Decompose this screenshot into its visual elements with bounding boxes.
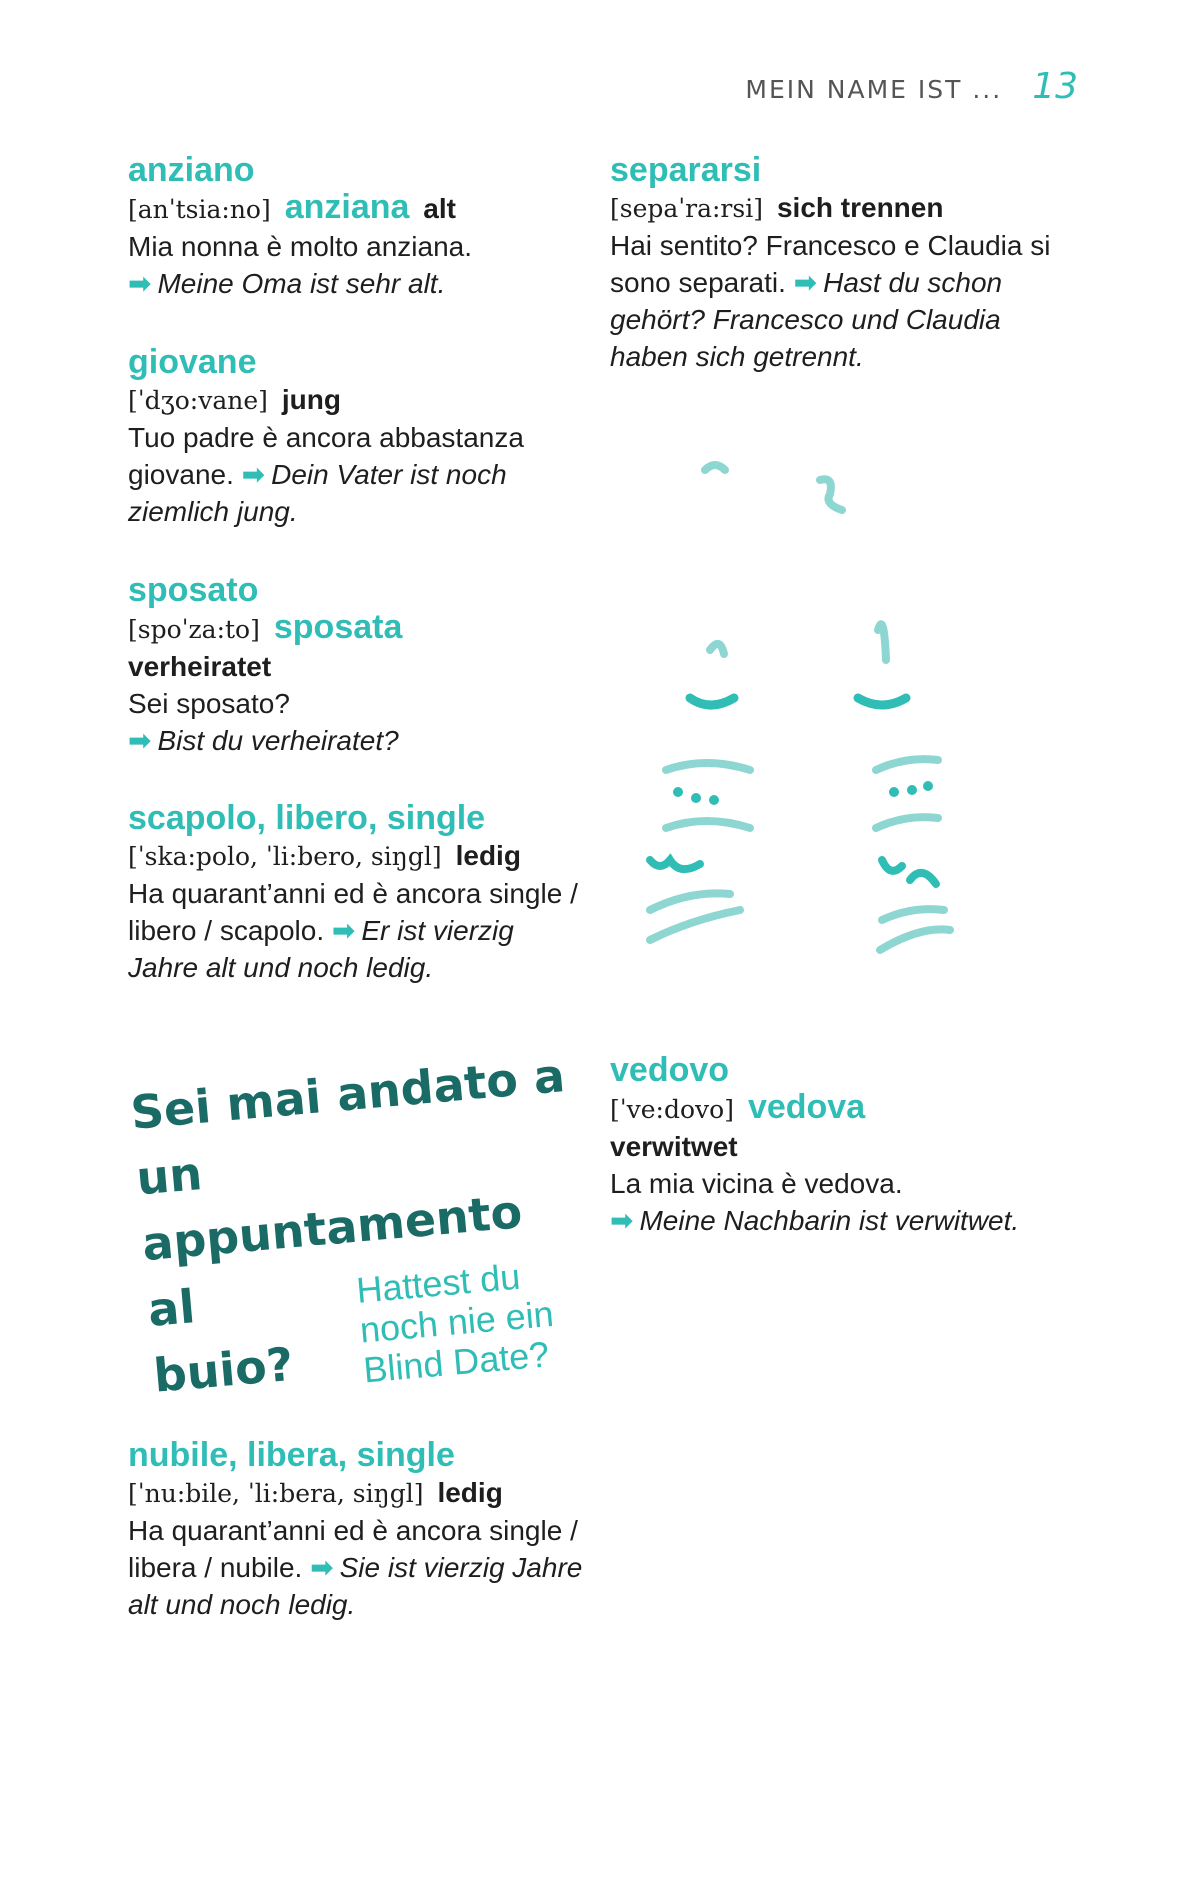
entry-nubile bbox=[128, 1437, 583, 1623]
ipa: [sepaˈra:rsi] bbox=[610, 194, 763, 223]
quote-german: Hattest du noch nie ein Blind Date? bbox=[354, 1255, 556, 1391]
page-header bbox=[745, 66, 1078, 116]
example-italian: Tuo padre è ancora abbastanza giovane. bbox=[128, 422, 524, 490]
pronunciation-line bbox=[610, 1089, 1070, 1128]
ipa: [ˈnu:bile, ˈli:bera, siŋgl] bbox=[128, 1479, 424, 1508]
right-cake-dots bbox=[889, 781, 933, 797]
example-line bbox=[128, 419, 583, 530]
translation: alt bbox=[423, 193, 456, 224]
example-italian: Mia nonna è molto anziana. bbox=[128, 231, 472, 262]
example-german-line bbox=[128, 265, 583, 302]
ipa: [ˈdʒo:vane] bbox=[128, 386, 268, 415]
ipa: [ˈve:dovo] bbox=[610, 1095, 734, 1124]
example-german-line bbox=[128, 722, 583, 759]
ipa: [anˈtsia:no] bbox=[128, 195, 271, 224]
right-cake-figure bbox=[820, 479, 950, 950]
quote-italian-line-1: Sei mai andato a bbox=[128, 1048, 567, 1140]
pronunciation-line bbox=[610, 189, 1070, 227]
example-line bbox=[128, 1512, 583, 1623]
entry-anziano bbox=[128, 152, 583, 302]
arrow-icon: ➡ bbox=[310, 1552, 334, 1583]
arrow-icon: ➡ bbox=[241, 459, 266, 490]
headword: separarsi bbox=[610, 151, 762, 189]
headword: giovane bbox=[128, 343, 257, 381]
quote-italian-line-2: un appuntamento bbox=[134, 1146, 525, 1272]
translation: verwitwet bbox=[610, 1131, 738, 1162]
example-german: Dein Vater ist noch ziemlich jung. bbox=[128, 459, 507, 527]
pronunciation-line bbox=[128, 381, 583, 419]
headword: vedovo bbox=[610, 1051, 730, 1089]
translation: jung bbox=[281, 384, 341, 415]
translation: sich trennen bbox=[776, 192, 944, 223]
entry-vedovo bbox=[610, 1052, 1070, 1239]
arrow-icon: ➡ bbox=[793, 267, 818, 298]
translation: verheiratet bbox=[128, 651, 272, 682]
headword: scapolo, libero, single bbox=[128, 799, 486, 837]
example-line bbox=[610, 227, 1070, 375]
example-german: Sie ist vierzig Jahre alt und noch ledig. bbox=[128, 1552, 583, 1620]
arrow-icon: ➡ bbox=[128, 268, 152, 299]
feminine-form: sposata bbox=[273, 608, 403, 646]
running-head: MEIN NAME IST ... bbox=[745, 75, 1003, 104]
example-german: Er ist vierzig Jahre alt und noch ledig. bbox=[128, 915, 514, 983]
speech-bubble-quote bbox=[128, 1040, 609, 1403]
arrow-icon: ➡ bbox=[610, 1205, 634, 1236]
entry-scapolo bbox=[128, 800, 583, 986]
translation: ledig bbox=[437, 1477, 503, 1508]
pronunciation-line bbox=[128, 1474, 583, 1512]
translation: ledig bbox=[455, 840, 521, 871]
page-number: 13 bbox=[1032, 66, 1078, 107]
entry-sposato bbox=[128, 572, 583, 759]
example-german: Meine Nachbarin ist verwitwet. bbox=[639, 1205, 1020, 1236]
left-cake-dots bbox=[673, 787, 719, 805]
pronunciation-line bbox=[128, 189, 583, 228]
example-line bbox=[128, 875, 583, 986]
entry-separarsi bbox=[610, 152, 1070, 375]
entry-giovane bbox=[128, 344, 583, 530]
example-italian: Sei sposato? bbox=[128, 688, 290, 719]
example-german: Hast du schon gehört? Francesco und Claudia haben sich getrennt. bbox=[610, 267, 1003, 372]
example-italian: Hai sentito? Francesco e Claudia si sono separati. bbox=[610, 230, 1051, 298]
headword: sposato bbox=[128, 571, 259, 609]
example-italian: La mia vicina è vedova. bbox=[610, 1168, 903, 1199]
pronunciation-line bbox=[128, 837, 583, 875]
example-italian: Ha quarant’anni ed è ancora single / libera / nubile. bbox=[128, 1515, 578, 1583]
example-german: Bist du verheiratet? bbox=[157, 725, 399, 756]
feminine-form: vedova bbox=[747, 1088, 866, 1126]
cake-illustration bbox=[610, 440, 990, 970]
example-german-line bbox=[610, 1202, 1070, 1239]
pronunciation-line bbox=[128, 609, 583, 648]
arrow-icon: ➡ bbox=[128, 725, 152, 756]
headword: anziano bbox=[128, 151, 255, 189]
headword: nubile, libera, single bbox=[128, 1436, 455, 1474]
ipa: [spoˈza:to] bbox=[128, 615, 260, 644]
arrow-icon: ➡ bbox=[331, 915, 356, 946]
feminine-form: anziana bbox=[284, 188, 410, 226]
example-german: Meine Oma ist sehr alt. bbox=[157, 268, 446, 299]
left-cake-figure bbox=[650, 465, 750, 940]
ipa: [ˈska:polo, ˈli:bero, siŋgl] bbox=[128, 842, 442, 871]
quote-italian-line-3: al buio? bbox=[145, 1279, 296, 1403]
example-italian: Ha quarant’anni ed è ancora single / libero / scapolo. bbox=[128, 878, 578, 946]
